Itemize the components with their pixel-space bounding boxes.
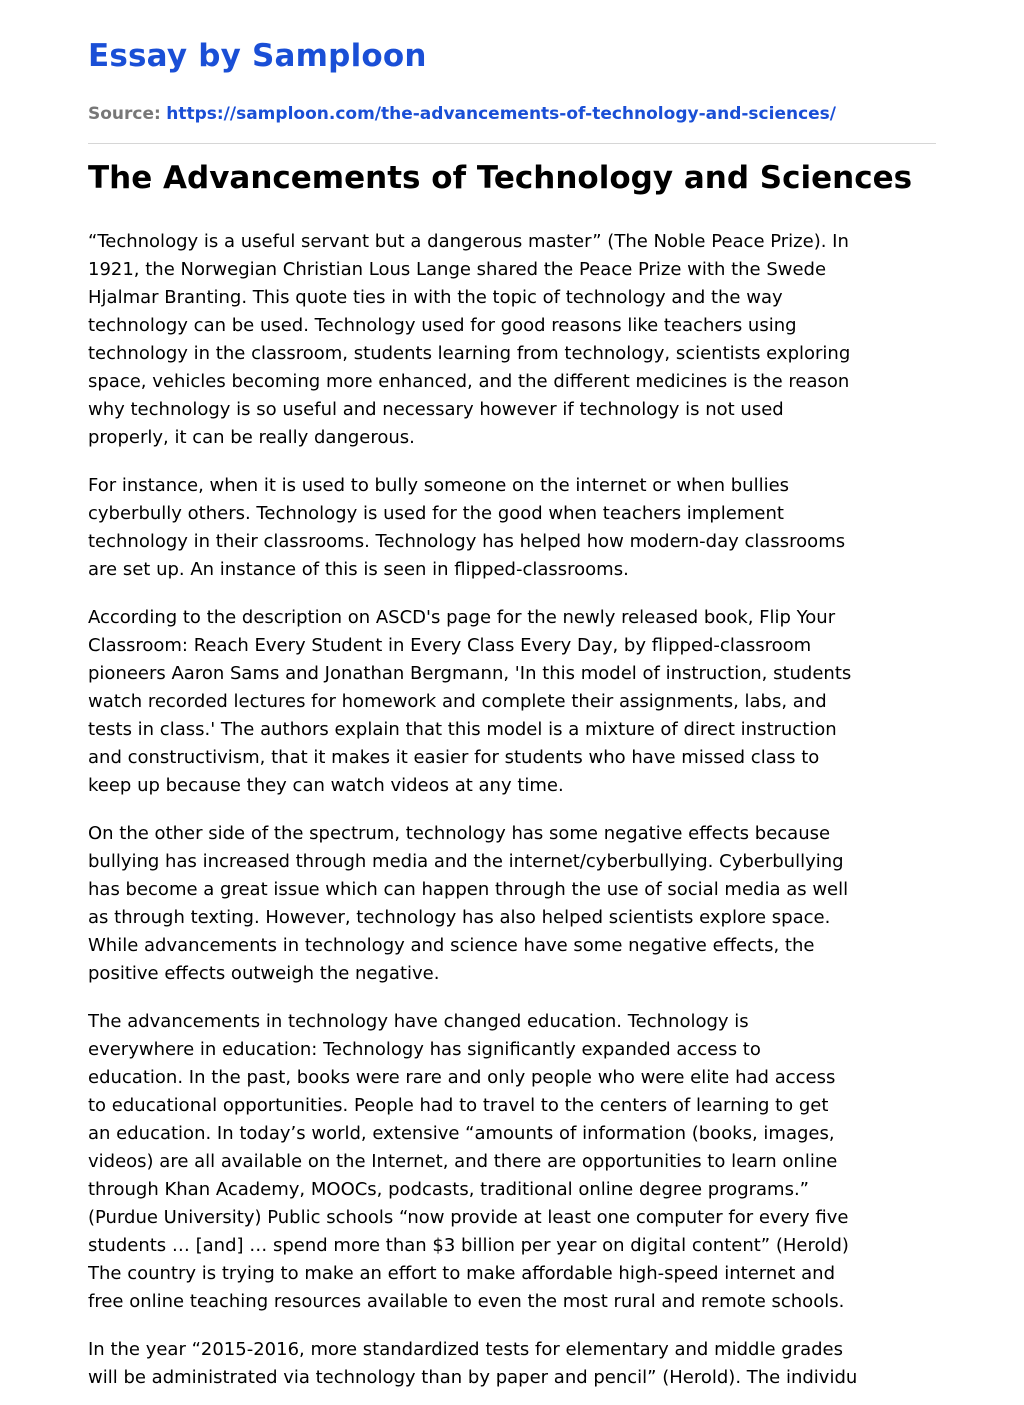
brand-title: Essay by Samploon — [88, 38, 427, 74]
paragraph-line: pioneers Aaron Sams and Jonathan Bergmann, 'In this model of instruction, students — [88, 663, 852, 684]
source-line — [88, 102, 936, 126]
paragraph-line: education. In the past, books were rare and only people who were elite had access — [88, 1067, 836, 1088]
paragraph-line: (Purdue University) Public schools “now provide at least one computer for every five — [88, 1207, 849, 1228]
paragraph-line: free online teaching resources available to even the most rural and remote schools. — [88, 1291, 845, 1312]
paragraph-line: technology can be used. Technology used for good reasons like teachers using — [88, 315, 797, 336]
essay-paragraph — [88, 1008, 936, 1316]
essay-paragraph — [88, 1336, 936, 1392]
essay-paragraph — [88, 604, 936, 800]
paragraph-line: technology in their classrooms. Technology has helped how modern-day classrooms — [88, 531, 846, 552]
paragraph-line: everywhere in education: Technology has significantly expanded access to — [88, 1039, 761, 1060]
paragraph-line: Hjalmar Branting. This quote ties in with the topic of technology and the way — [88, 287, 783, 308]
essay-body — [88, 228, 936, 1392]
paragraph-line: will be administrated via technology than by paper and pencil” (Herold). The individu — [88, 1367, 858, 1388]
paragraph-line: In the year “2015-2016, more standardized tests for elementary and middle grades — [88, 1339, 843, 1360]
paragraph-line: The country is trying to make an effort to make affordable high-speed internet and — [88, 1263, 836, 1284]
essay-paragraph — [88, 228, 936, 452]
paragraph-line: and constructivism, that it makes it easier for students who have missed class to — [88, 747, 820, 768]
paragraph-line: has become a great issue which can happen through the use of social media as well — [88, 879, 849, 900]
paragraph-line: cyberbully others. Technology is used for the good when teachers implement — [88, 503, 784, 524]
essay-paragraph — [88, 820, 936, 988]
header-divider — [88, 143, 936, 144]
paragraph-line: While advancements in technology and science have some negative effects, the — [88, 935, 815, 956]
paragraph-line: technology in the classroom, students learning from technology, scientists exploring — [88, 343, 851, 364]
paragraph-line: why technology is so useful and necessary however if technology is not used — [88, 399, 784, 420]
paragraph-line: as through texting. However, technology has also helped scientists explore space. — [88, 907, 831, 928]
paragraph-line: an education. In today’s world, extensive “amounts of information (books, images, — [88, 1123, 835, 1144]
paragraph-line: For instance, when it is used to bully someone on the internet or when bullies — [88, 475, 790, 496]
paragraph-line: According to the description on ASCD's page for the newly released book, Flip Your — [88, 607, 836, 628]
paragraph-line: positive effects outweigh the negative. — [88, 963, 440, 984]
paragraph-line: properly, it can be really dangerous. — [88, 427, 415, 448]
paragraph-line: On the other side of the spectrum, technology has some negative effects because — [88, 823, 831, 844]
paragraph-line: tests in class.' The authors explain that this model is a mixture of direct instruction — [88, 719, 837, 740]
paragraph-line: to educational opportunities. People had to travel to the centers of learning to get — [88, 1095, 829, 1116]
paragraph-line: students … [and] … spend more than $3 billion per year on digital content” (Herold) — [88, 1235, 849, 1256]
essay-title: The Advancements of Technology and Sciences — [88, 160, 913, 196]
paragraph-line: through Khan Academy, MOOCs, podcasts, traditional online degree programs.” — [88, 1179, 810, 1200]
source-link[interactable]: https://samploon.com/the-advancements-of-technology-and-sciences/ — [166, 104, 837, 124]
paragraph-line: keep up because they can watch videos at any time. — [88, 775, 564, 796]
paragraph-line: are set up. An instance of this is seen in flipped-classrooms. — [88, 559, 629, 580]
paragraph-line: “Technology is a useful servant but a dangerous master” (The Noble Peace Prize). In — [88, 231, 849, 252]
source-label: Source: — [88, 104, 161, 124]
paragraph-line: The advancements in technology have changed education. Technology is — [88, 1011, 749, 1032]
paragraph-line: Classroom: Reach Every Student in Every Class Every Day, by flipped-classroom — [88, 635, 812, 656]
paragraph-line: 1921, the Norwegian Christian Lous Lange shared the Peace Prize with the Swede — [88, 259, 827, 280]
paragraph-line: space, vehicles becoming more enhanced, and the different medicines is the reason — [88, 371, 850, 392]
paragraph-line: watch recorded lectures for homework and complete their assignments, labs, and — [88, 691, 827, 712]
essay-paragraph — [88, 472, 936, 584]
paragraph-line: bullying has increased through media and the internet/cyberbullying. Cyberbullying — [88, 851, 844, 872]
paragraph-line: videos) are all available on the Internet, and there are opportunities to learn online — [88, 1151, 838, 1172]
